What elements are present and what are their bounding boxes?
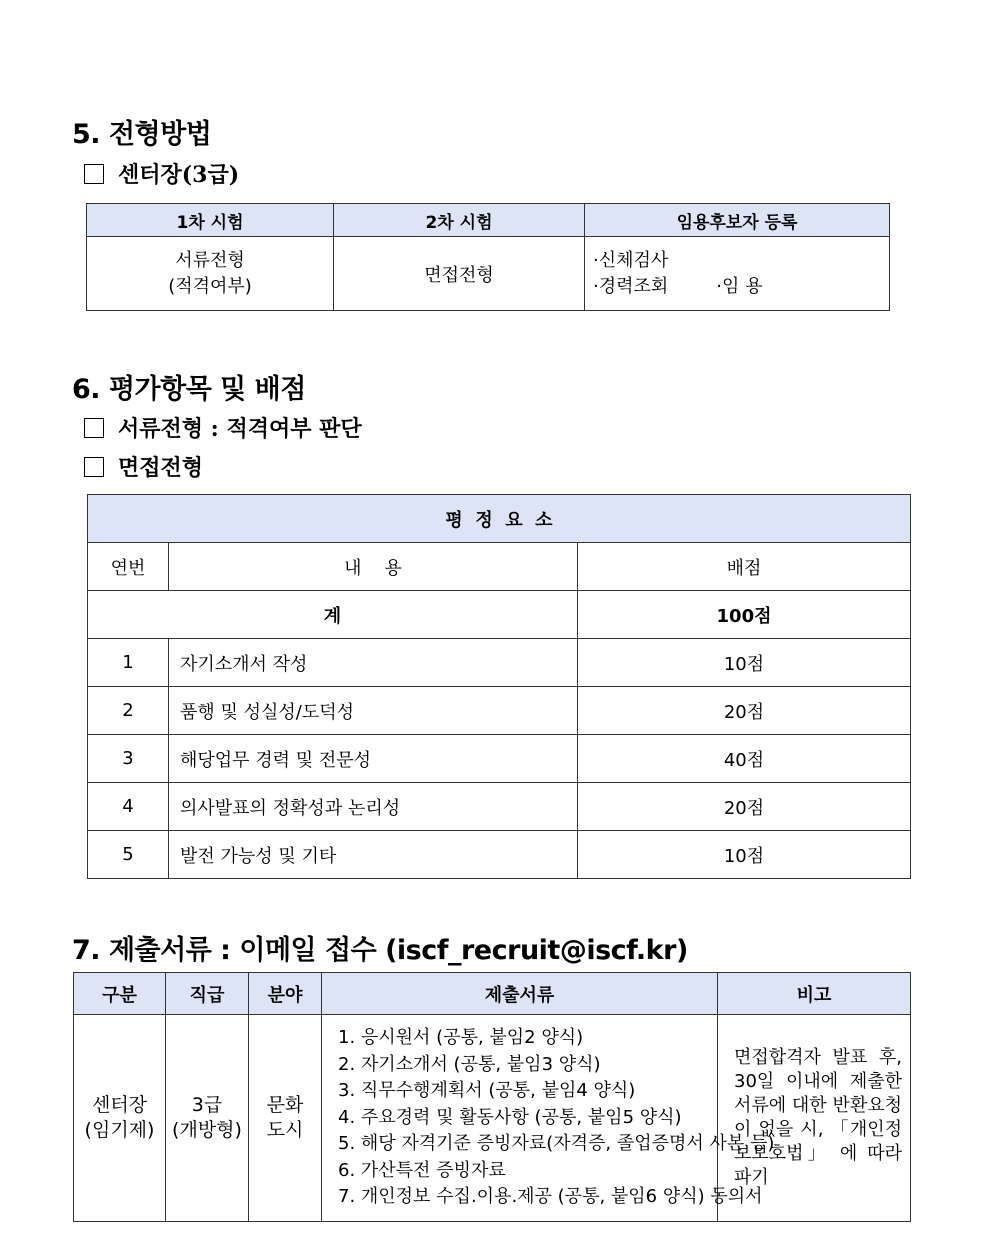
header-field: 분야: [249, 973, 322, 1015]
row-content: 발전 가능성 및 기타: [169, 831, 578, 879]
documents-cell: [322, 1015, 775, 1222]
field-cell: [249, 1015, 322, 1222]
row-score: 40점: [578, 735, 911, 783]
row-content: 해당업무 경력 및 전문성: [169, 735, 578, 783]
category-line2: (임기제): [84, 1118, 155, 1141]
section6-check-item-2: [84, 451, 203, 482]
registration-career-check: ·경력조회: [593, 275, 669, 297]
checkbox-icon: [84, 457, 104, 477]
total-score: 100점: [578, 591, 911, 639]
evaluation-table: [87, 494, 911, 879]
header-second-exam: 2차 시험: [334, 204, 585, 237]
list-item: 6. 가산특전 증빙자료: [338, 1159, 506, 1181]
list-item: 5. 해당 자격기준 증빙자료(자격증, 졸업증명서 사본 등): [338, 1133, 775, 1154]
row-score: 10점: [578, 831, 911, 879]
category-line1: 센터장: [91, 1093, 148, 1116]
section6-heading: 6. 평가항목 및 배점: [72, 374, 306, 405]
grade-line2: (개방형): [172, 1118, 242, 1141]
section5-heading: 5. 전형방법: [72, 119, 212, 150]
checkbox-icon: [84, 418, 104, 438]
selection-method-table: [86, 203, 890, 311]
row-score: 10점: [578, 639, 911, 687]
list-item: 4. 주요경력 및 활동사항 (공통, 붙임5 양식): [338, 1106, 682, 1128]
header-registration: 임용후보자 등록: [585, 204, 890, 237]
col-header-content: 내 용: [169, 543, 578, 591]
total-label: 계: [88, 591, 578, 639]
row-no: 5: [88, 831, 169, 879]
section6-check2-label: 면접전형: [118, 455, 204, 481]
submission-table: [73, 972, 911, 1222]
row-no: 4: [88, 783, 169, 831]
section6-check1-label: 서류전형 : 적격여부 판단: [118, 416, 362, 442]
table-row: [88, 735, 911, 783]
list-item: 2. 자기소개서 (공통, 붙임3 양식): [338, 1053, 601, 1075]
header-grade: 직급: [166, 973, 249, 1015]
evaluation-title: 평 정 요 소: [88, 495, 911, 543]
first-exam-line2: (적격여부): [168, 275, 252, 297]
grade-cell: [166, 1015, 249, 1222]
row-score: 20점: [578, 783, 911, 831]
header-note: 비고: [718, 973, 911, 1015]
row-no: 1: [88, 639, 169, 687]
row-no: 2: [88, 687, 169, 735]
section5-check-item: [84, 158, 239, 189]
section5-check-label: 센터장(3급): [118, 162, 240, 188]
category-cell: [74, 1015, 166, 1222]
row-score: 20점: [578, 687, 911, 735]
list-item: 3. 직무수행계획서 (공통, 붙임4 양식): [338, 1080, 636, 1101]
first-exam-cell: [87, 237, 334, 311]
row-content: 자기소개서 작성: [169, 639, 578, 687]
table-row: [88, 831, 911, 879]
grade-line1: 3급: [191, 1093, 223, 1116]
header-documents: 제출서류: [322, 973, 718, 1015]
field-line2: 도시: [266, 1118, 304, 1141]
first-exam-line1: 서류전형: [175, 249, 245, 271]
section6-check-item-1: [84, 412, 362, 443]
table-row: [88, 687, 911, 735]
list-item: 1. 응시원서 (공통, 붙임2 양식): [338, 1027, 584, 1048]
col-header-no: 연번: [88, 543, 169, 591]
registration-appointment: ·임 용: [716, 275, 763, 297]
registration-line1: ·신체검사: [593, 249, 669, 271]
note-cell: 면접합격자 발표 후, 30일 이내에 제출한 서류에 대한 반환요청이 없을 시, 「개인정보보호법」 에 따라 파기: [718, 1015, 911, 1222]
row-content: 품행 및 성실성/도덕성: [169, 687, 578, 735]
header-first-exam: 1차 시험: [87, 204, 334, 237]
second-exam-cell: 면접전형: [334, 237, 585, 311]
row-content: 의사발표의 정확성과 논리성: [169, 783, 578, 831]
section7-heading: 7. 제출서류 : 이메일 접수 (iscf_recruit@iscf.kr): [72, 935, 688, 966]
col-header-score: 배점: [578, 543, 911, 591]
registration-line2: [593, 274, 889, 300]
checkbox-icon: [84, 164, 104, 184]
registration-cell: [585, 237, 890, 311]
field-line1: 문화: [266, 1093, 304, 1116]
row-no: 3: [88, 735, 169, 783]
table-row: [88, 783, 911, 831]
header-category: 구분: [74, 973, 166, 1015]
table-row: [88, 639, 911, 687]
list-item: 7. 개인정보 수집.이용.제공 (공통, 붙임6 양식) 동의서: [338, 1186, 763, 1207]
